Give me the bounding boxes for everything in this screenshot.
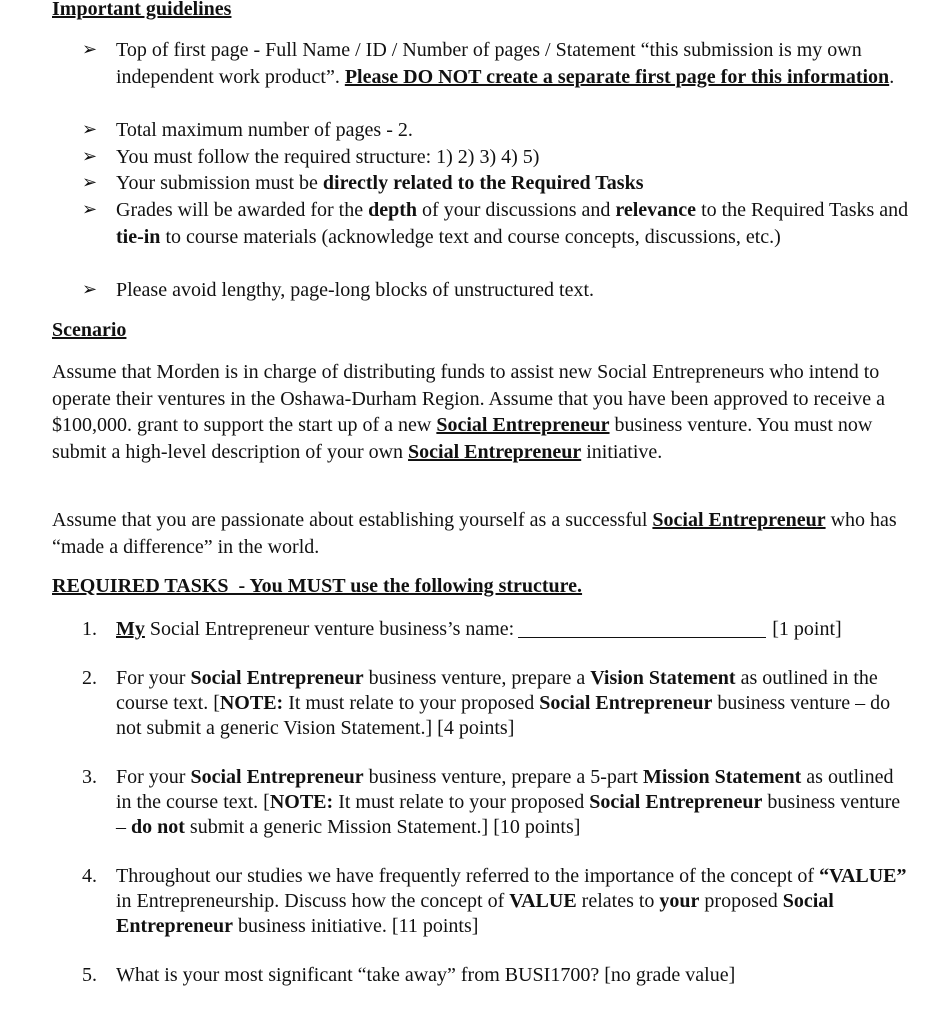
scenario-paragraph: Assume that Morden is in charge of distributing funds to assist new Social Entrepreneurs who intend to operate their ventures in the Oshawa-Durham Region. Assume that you have been approved to receive a $100,000. grant to support the start up of a new Social Entrepreneur business venture. You must now submit a high-level description of your own Social Entrepreneur initiative. — [52, 361, 886, 463]
task-item: 3. For your Social Entrepreneur business venture, prepare a 5-part Mission Statement as outlined in the course text. [NOTE: It must relate to your proposed Social Entrepreneur business venture – do not submit a generic Mission Statement.] [10 points] — [82, 766, 901, 838]
guideline-item: ➢ Total maximum number of pages - 2. — [82, 117, 912, 144]
scenario-paragraph: Assume that you are passionate about establishing yourself as a successful Social Entrepreneur who has “made a difference” in the world. — [52, 509, 897, 558]
arrow-bullet-icon: ➢ — [82, 39, 98, 60]
arrow-bullet-icon: ➢ — [82, 172, 98, 193]
guideline-item: ➢ Please avoid lengthy, page-long blocks of unstructured text. — [82, 277, 912, 304]
arrow-bullet-icon: ➢ — [82, 279, 98, 300]
arrow-bullet-icon: ➢ — [82, 146, 98, 167]
task-item: 1. My Social Entrepreneur venture business’s name: [1 point] — [82, 618, 842, 640]
answer-blank-line — [518, 617, 766, 638]
required-tasks-heading: REQUIRED TASKS - You MUST use the following structure. — [52, 575, 583, 597]
task-item: 4. Throughout our studies we have frequently referred to the importance of the concept of “VALUE” in Entrepreneurship. Discuss how the concept of VALUE relates to your proposed Social Entrepreneur business initiative. [11 points] — [82, 865, 907, 937]
scenario-heading: Scenario — [52, 319, 127, 341]
guideline-item: ➢ Top of first page - Full Name / ID / Number of pages / Statement “this submission is my own independent work product”. Please DO NOT create a separate first page for this information. — [82, 39, 895, 88]
guideline-item: ➢ Grades will be awarded for the depth of your discussions and relevance to the Required Tasks and tie-in to course materials (acknowledge text and course concepts, discussions, etc.) — [82, 199, 909, 248]
task-item: 2. For your Social Entrepreneur business venture, prepare a Vision Statement as outlined in the course text. [NOTE: It must relate to your proposed Social Entrepreneur business venture – do not submit a generic Vision Statement.] [4 points] — [82, 667, 891, 739]
guidelines-heading: Important guidelines — [52, 0, 232, 20]
guideline-item: ➢ You must follow the required structure: 1) 2) 3) 4) 5) — [82, 144, 912, 171]
arrow-bullet-icon: ➢ — [82, 199, 98, 220]
task-item: 5. What is your most significant “take away” from BUSI1700? [no grade value] — [82, 964, 736, 986]
arrow-bullet-icon: ➢ — [82, 119, 98, 140]
guideline-item: ➢ Your submission must be directly related to the Required Tasks — [82, 170, 912, 197]
